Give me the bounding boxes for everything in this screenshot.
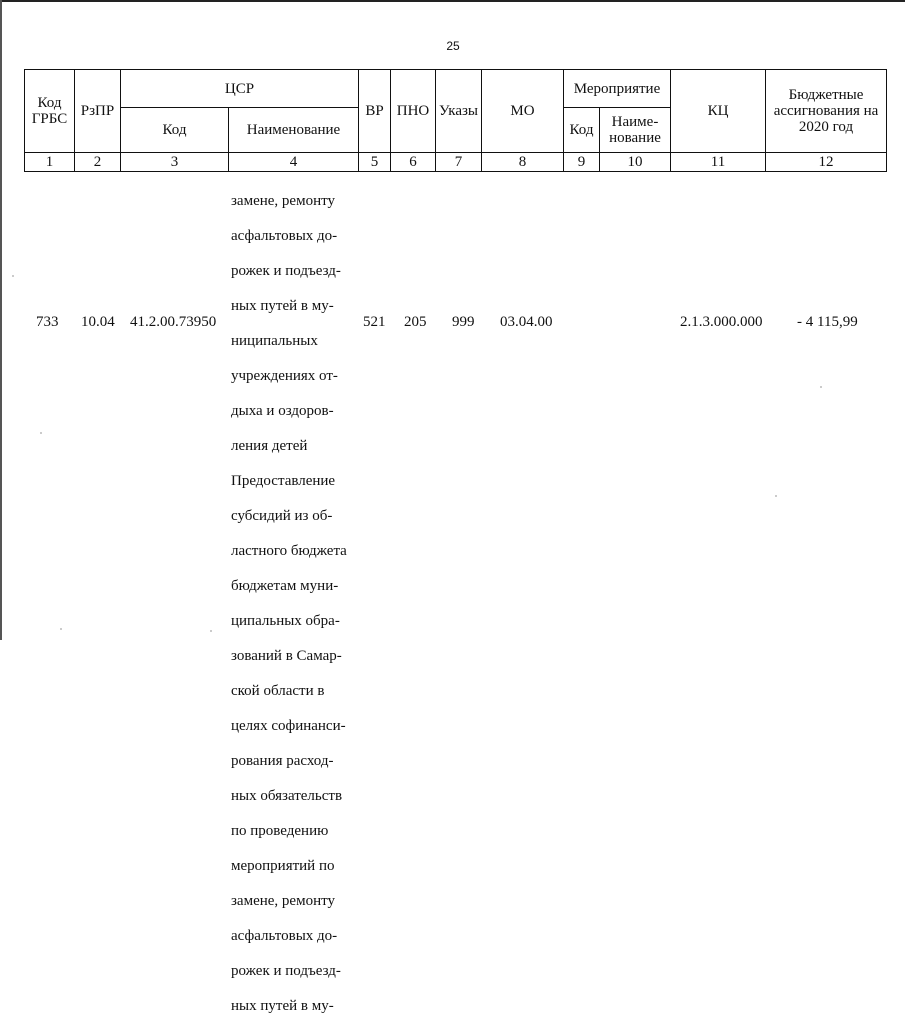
row-name-line: ных обязательств bbox=[231, 787, 343, 804]
continued-line: замене, ремонту bbox=[231, 192, 335, 209]
cell-rzpr: 10.04 bbox=[81, 314, 115, 330]
header-vr: ВР bbox=[359, 70, 391, 153]
cell-pno: 205 bbox=[404, 314, 427, 330]
col-num-5: 5 bbox=[359, 153, 391, 172]
scan-speck bbox=[775, 495, 777, 497]
header-kod-grbs: Код ГРБС bbox=[25, 70, 75, 153]
continued-line: учреждениях от- bbox=[231, 367, 338, 384]
row-name-line: рожек и подъезд- bbox=[231, 962, 341, 979]
row-name-line: субсидий из об- bbox=[231, 507, 333, 524]
row-name-line: по проведению bbox=[231, 822, 329, 839]
col-num-3: 3 bbox=[121, 153, 229, 172]
cell-ukazy: 999 bbox=[452, 314, 475, 330]
row-name-line: замене, ремонту bbox=[231, 892, 335, 909]
table-header bbox=[24, 69, 887, 172]
cell-grbs: 733 bbox=[36, 314, 59, 330]
row-name-line: зований в Самар- bbox=[231, 647, 342, 664]
row-name-line: асфальтовых до- bbox=[231, 927, 338, 944]
header-ukazy: Указы bbox=[436, 70, 482, 153]
scan-speck bbox=[820, 386, 822, 388]
cell-csr-code: 41.2.00.73950 bbox=[130, 314, 217, 330]
scan-speck bbox=[12, 275, 14, 277]
col-num-10: 10 bbox=[600, 153, 671, 172]
header-budget: Бюджетные ассигнования на 2020 год bbox=[766, 70, 887, 153]
header-rzpr: РзПР bbox=[75, 70, 121, 153]
header-mer-name: Наиме- нование bbox=[600, 108, 671, 153]
row-name-line: ных путей в му- bbox=[231, 997, 334, 1014]
col-num-6: 6 bbox=[391, 153, 436, 172]
header-pno: ПНО bbox=[391, 70, 436, 153]
continued-line: ниципальных bbox=[231, 332, 318, 349]
page-number: 25 bbox=[446, 39, 460, 53]
continued-line: дыха и оздоров- bbox=[231, 402, 334, 419]
header-meropriyatie: Мероприятие bbox=[564, 70, 671, 108]
continued-description bbox=[231, 175, 355, 1033]
row-name-line: мероприятий по bbox=[231, 857, 335, 874]
col-num-11: 11 bbox=[671, 153, 766, 172]
scan-speck bbox=[210, 630, 212, 632]
cell-kc: 2.1.3.000.000 bbox=[680, 314, 763, 330]
header-mo: МО bbox=[482, 70, 564, 153]
col-num-1: 1 bbox=[25, 153, 75, 172]
continued-line: асфальтовых до- bbox=[231, 227, 338, 244]
header-csr-kod: Код bbox=[121, 108, 229, 153]
col-num-8: 8 bbox=[482, 153, 564, 172]
cell-mo: 03.04.00 bbox=[500, 314, 553, 330]
cell-vr: 521 bbox=[363, 314, 386, 330]
col-num-9: 9 bbox=[564, 153, 600, 172]
cell-amount: - 4 115,99 bbox=[797, 314, 858, 330]
row-name-line: ципальных обра- bbox=[231, 612, 340, 629]
row-name-line: ластного бюджета bbox=[231, 542, 347, 559]
col-num-2: 2 bbox=[75, 153, 121, 172]
scan-speck bbox=[40, 432, 42, 434]
scan-edge-top bbox=[0, 0, 905, 2]
header-csr-name: Наименование bbox=[229, 108, 359, 153]
scan-speck bbox=[60, 628, 62, 630]
row-name-line: ской области в bbox=[231, 682, 325, 699]
continued-line: ных путей в му- bbox=[231, 297, 334, 314]
continued-line: ления детей bbox=[231, 437, 308, 454]
row-name-line: рования расход- bbox=[231, 752, 334, 769]
header-kc: КЦ bbox=[671, 70, 766, 153]
scan-edge-left bbox=[0, 0, 2, 640]
row-name-line: целях софинанси- bbox=[231, 717, 346, 734]
col-num-7: 7 bbox=[436, 153, 482, 172]
continued-line: рожек и подъезд- bbox=[231, 262, 341, 279]
header-mer-kod: Код bbox=[564, 108, 600, 153]
col-num-12: 12 bbox=[766, 153, 887, 172]
header-csr: ЦСР bbox=[121, 70, 359, 108]
col-num-4: 4 bbox=[229, 153, 359, 172]
row-name-line: Предоставление bbox=[231, 472, 336, 489]
row-name-line: бюджетам муни- bbox=[231, 577, 339, 594]
